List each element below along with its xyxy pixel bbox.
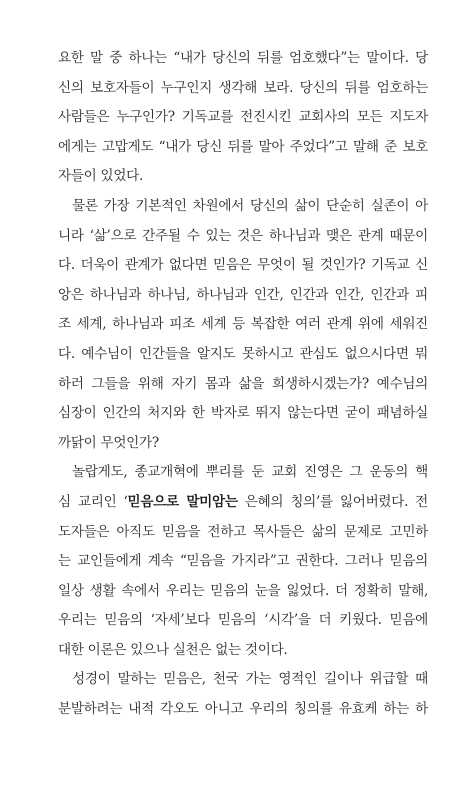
text-line: 놀랍게도, 종교개혁에 뿌리를 둔 교회 진영은 그 운동의 핵: [72, 464, 428, 481]
text-line: 요한 말 중 하나는 “내가 당신의 뒤를 엄호했다”는 말이다. 당: [58, 50, 428, 66]
text-line: 조 세계, 하나님과 피조 세계 등 복잡한 여러 관계 위에 세워진: [58, 316, 428, 333]
text-segment: 심 교리인 ‘: [58, 493, 128, 510]
text-line: 대한 이론은 있으나 실천은 없는 것이다.: [58, 641, 288, 658]
text-line-with-emphasis: [58, 488, 428, 518]
text-line: 에게는 고맙게도 “내가 당신 뒤를 말아 주었다”고 말해 준 보호: [58, 138, 428, 155]
text-line: 다. 더욱이 관계가 없다면 믿음은 무엇이 될 것인가? 기독교 신: [58, 257, 428, 274]
text-line: 까닭이 무엇인가?: [58, 434, 159, 451]
text-line: 자들이 있었다.: [58, 168, 144, 185]
text-line: 우리는 믿음의 ‘자세’보다 믿음의 ‘시각’을 더 키웠다. 믿음에: [58, 612, 428, 629]
text-line: 분발하려는 내적 각오도 아니고 우리의 칭의를 유효케 하는 하: [58, 701, 428, 718]
text-line: 하러 그들을 위해 자기 몸과 삶을 희생하시겠는가? 예수님의: [58, 375, 428, 392]
body-text: [58, 44, 428, 725]
text-line: 는 교인들에게 계속 “믿음을 가지라”고 권한다. 그러나 믿음의: [58, 553, 428, 570]
text-line: 성경이 말하는 믿음은, 천국 가는 영적인 길이나 위급할 때: [72, 671, 428, 688]
text-line: 니라 ‘삶’으로 간주될 수 있는 것은 하나님과 맺은 관계 때문이: [58, 227, 428, 244]
text-line: 다. 예수님이 인간들을 알지도 못하시고 관심도 없으시다면 뭐: [58, 345, 428, 362]
text-line: 신의 보호자들이 누구인지 생각해 보라. 당신의 뒤를 엄호하는: [58, 79, 428, 96]
text-line: 앙은 하나님과 하나님, 하나님과 인간, 인간과 인간, 인간과 피: [58, 286, 428, 303]
text-line: 일상 생활 속에서 우리는 믿음의 눈을 잃었다. 더 정확히 말해,: [58, 582, 428, 599]
text-segment: 은혜의 칭의’를 잃어버렸다. 전: [237, 493, 429, 510]
text-line: 도자들은 아직도 믿음을 전하고 목사들은 삶의 문제로 고민하: [58, 523, 428, 540]
text-line: 심장이 인간의 처지와 한 박자로 뛰지 않는다면 굳이 패념하실: [58, 405, 428, 422]
emphasis-text: 믿음으로 말미암는: [127, 493, 238, 510]
text-line: 사람들은 누구인가? 기독교를 전진시킨 교회사의 모든 지도자: [58, 109, 428, 126]
text-line: 물론 가장 기본적인 차원에서 당신의 삶이 단순히 실존이 아: [72, 197, 428, 214]
